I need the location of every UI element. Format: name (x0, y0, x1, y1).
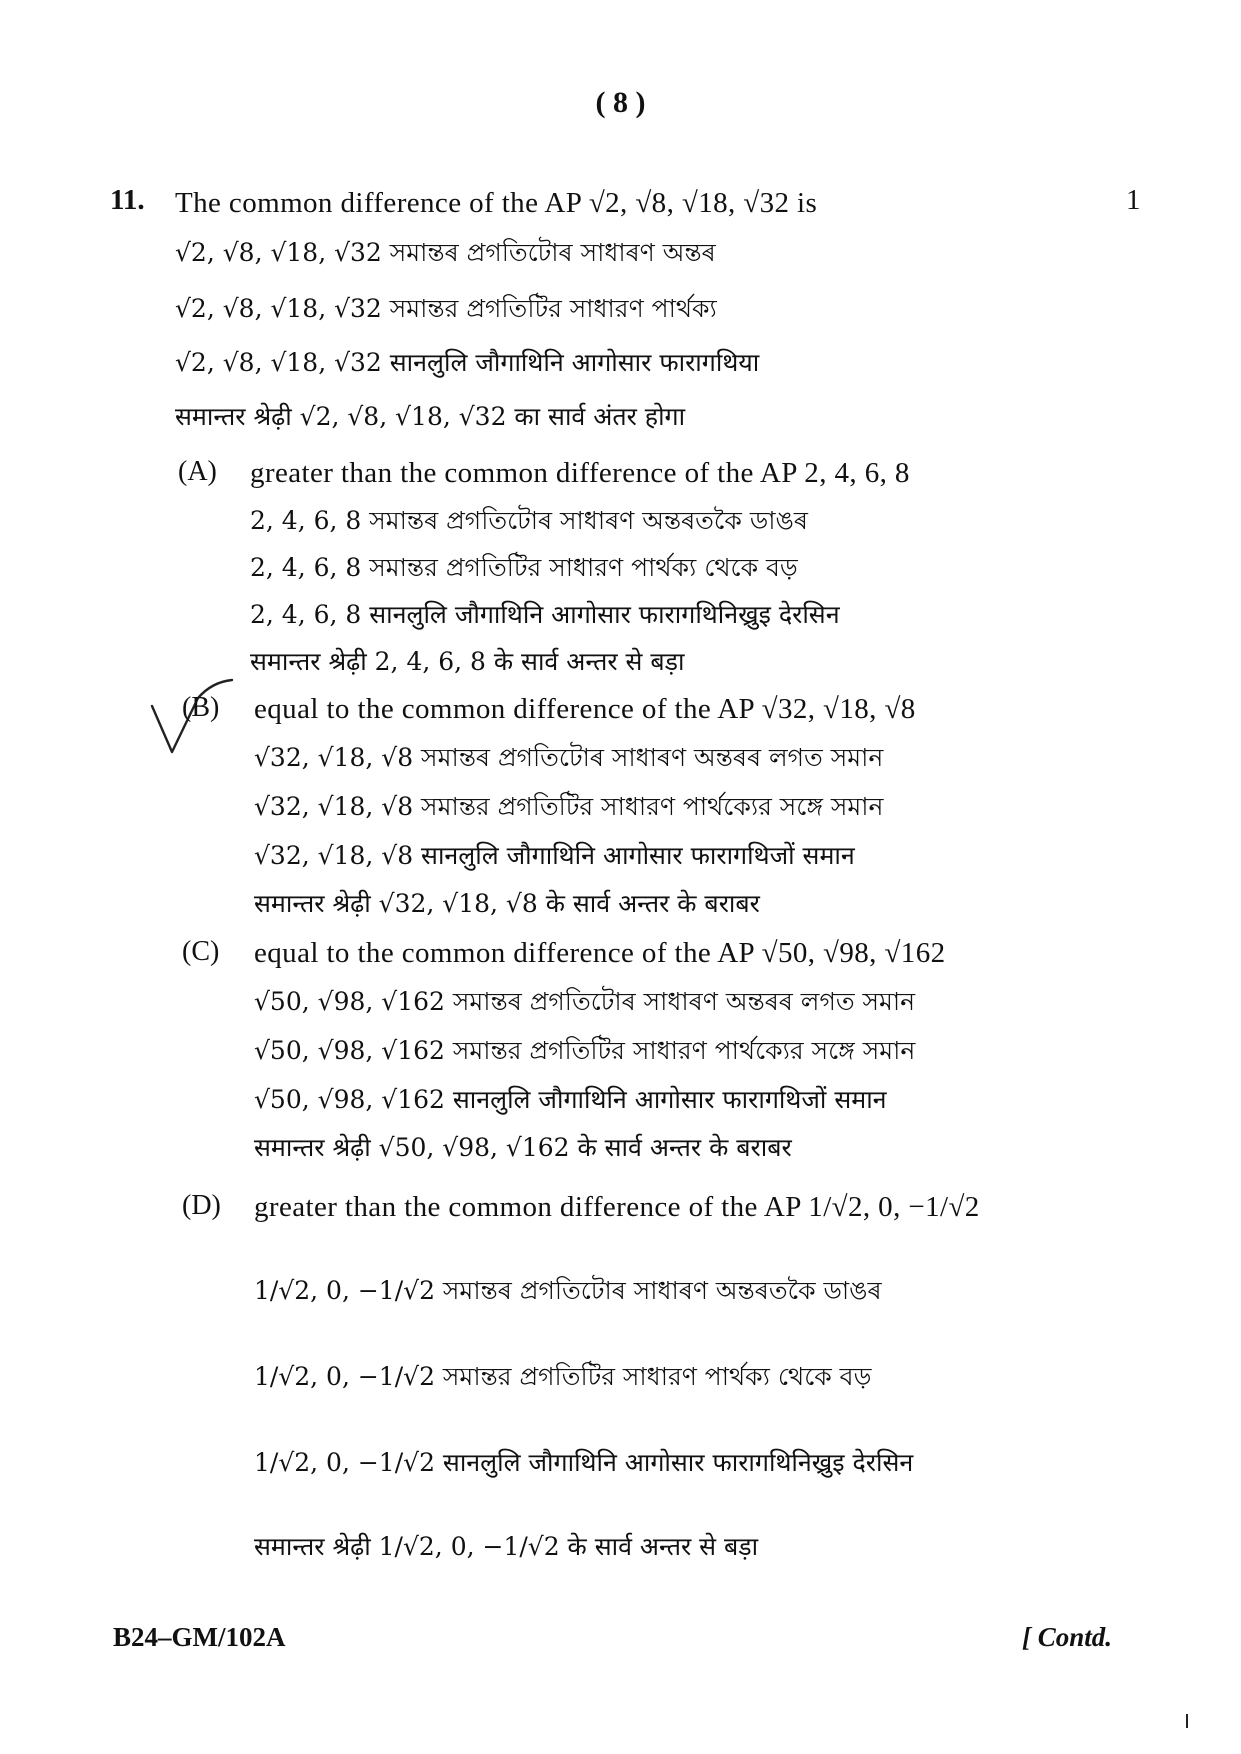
option-d-english: greater than the common difference of the AP 1/√2, 0, −1/√2 (254, 1191, 980, 1223)
option-a-bengali: 2, 4, 6, 8 সমান্তর প্রগতিটির সাধারণ পার্থক্য থেকে বড় (250, 553, 798, 582)
option-b-assamese: √32, √18, √8 সমান্তৰ প্ৰগতিটোৰ সাধাৰণ অন্তৰৰ লগত সমান (254, 743, 884, 772)
option-a-assamese: 2, 4, 6, 8 সমান্তৰ প্ৰগতিটোৰ সাধাৰণ অন্তৰতকৈ ডাঙৰ (250, 506, 808, 535)
stem-hindi: समान्तर श्रेढ़ी √2, √8, √18, √32 का सार्व अंतर होगा (175, 402, 686, 431)
stem-assamese: √2, √8, √18, √32 সমান্তৰ প্ৰগতিটোৰ সাধাৰণ অন্তৰ (175, 238, 716, 267)
option-a-english: greater than the common difference of the AP 2, 4, 6, 8 (250, 457, 910, 489)
option-b-bodo: √32, √18, √8 सानलुलि जौगाथिनि आगोसार फारागथिजों समान (254, 841, 855, 870)
option-b-bengali: √32, √18, √8 সমান্তর প্রগতিটির সাধারণ পার্থক্যের সঙ্গে সমান (254, 792, 884, 821)
question-marks: 1 (1126, 184, 1141, 216)
option-b-english: equal to the common difference of the AP √32, √18, √8 (254, 693, 916, 725)
option-d-label: (D) (182, 1190, 221, 1221)
option-c-bodo: √50, √98, √162 सानलुलि जौगाथिनि आगोसार फारागथिजों समान (254, 1085, 887, 1114)
question-number: 11. (110, 184, 145, 216)
option-c-assamese: √50, √98, √162 সমান্তৰ প্ৰগতিটোৰ সাধাৰণ অন্তৰৰ লগত সমান (254, 987, 916, 1016)
stem-bengali: √2, √8, √18, √32 সমান্তর প্রগতিটির সাধারণ পার্থক্য (175, 294, 717, 323)
paper-code: B24–GM/102A (113, 1622, 286, 1652)
stem-english: The common difference of the AP √2, √8, √18, √32 is (175, 187, 818, 219)
option-a-hindi: समान्तर श्रेढ़ी 2, 4, 6, 8 के सार्व अन्तर से बड़ा (250, 647, 685, 676)
option-d-bengali: 1/√2, 0, −1/√2 সমান্তর প্রগতিটির সাধারণ পার্থক্য থেকে বড় (254, 1362, 872, 1391)
option-c-hindi: समान्तर श्रेढ़ी √50, √98, √162 के सार्व अन्तर के बराबर (254, 1133, 792, 1162)
stem-bodo: √2, √8, √18, √32 सानलुलि जौगाथिनि आगोसार फारागथिया (175, 348, 760, 377)
option-b-hindi: समान्तर श्रेढ़ी √32, √18, √8 के सार्व अन्तर के बराबर (254, 889, 760, 918)
option-c-label: (C) (182, 936, 220, 967)
continued-marker: [ Contd. (1022, 1622, 1113, 1652)
option-c-english: equal to the common difference of the AP √50, √98, √162 (254, 937, 946, 969)
option-b-label: (B) (182, 692, 220, 723)
page-number: ( 8 ) (595, 86, 646, 119)
option-d-assamese: 1/√2, 0, −1/√2 সমান্তৰ প্ৰগতিটোৰ সাধাৰণ অন্তৰতকৈ ডাঙৰ (254, 1276, 882, 1305)
stray-print-mark (1186, 1714, 1188, 1728)
option-c-bengali: √50, √98, √162 সমান্তর প্রগতিটির সাধারণ পার্থক্যের সঙ্গে সমান (254, 1036, 916, 1065)
option-a-bodo: 2, 4, 6, 8 सानलुलि जौगाथिनि आगोसार फारागथिनिख्रुइ देरसिन (250, 600, 840, 629)
option-d-bodo: 1/√2, 0, −1/√2 सानलुलि जौगाथिनि आगोसार फारागथिनिख्रुइ देरसिन (254, 1448, 914, 1477)
option-a-label: (A) (178, 456, 217, 487)
option-d-hindi: समान्तर श्रेढ़ी 1/√2, 0, −1/√2 के सार्व अन्तर से बड़ा (254, 1532, 759, 1561)
